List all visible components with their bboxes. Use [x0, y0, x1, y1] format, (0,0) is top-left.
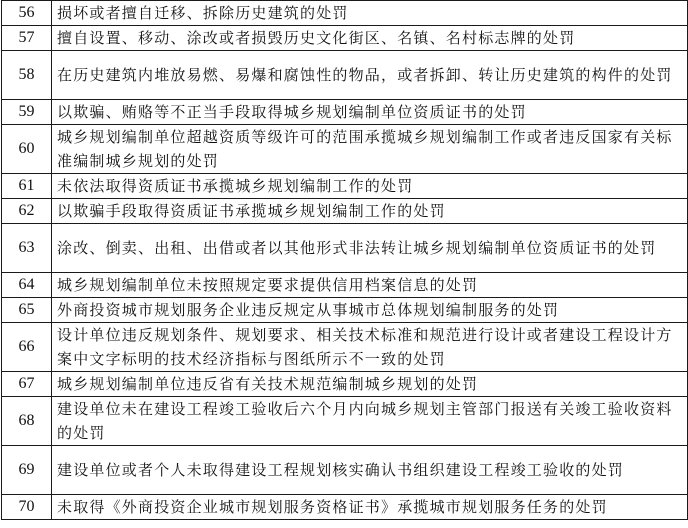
table-row — [2, 273, 688, 298]
table-row — [2, 446, 688, 495]
table-row — [2, 199, 688, 224]
table-row — [2, 100, 688, 125]
item-number: 58 — [2, 51, 52, 100]
item-description: 建设单位未在建设工程竣工验收后六个月内向城乡规划主管部门报送有关竣工验收资料的处罚 — [52, 397, 688, 446]
table-row — [2, 224, 688, 273]
item-description: 在历史建筑内堆放易燃、易爆和腐蚀性的物品，或者拆卸、转让历史建筑的构件的处罚 — [52, 51, 688, 100]
item-number: 56 — [2, 1, 52, 26]
item-number: 70 — [2, 495, 52, 520]
item-description: 外商投资城市规划服务企业违反规定从事城市总体规划编制服务的处罚 — [52, 298, 688, 323]
table-row — [2, 174, 688, 199]
item-number: 62 — [2, 199, 52, 224]
item-number: 69 — [2, 446, 52, 495]
item-description: 城乡规划编制单位违反省有关技术规范编制城乡规划的处罚 — [52, 372, 688, 397]
table-row — [2, 26, 688, 51]
item-number: 59 — [2, 100, 52, 125]
item-description: 以欺骗、贿赂等不正当手段取得城乡规划编制单位资质证书的处罚 — [52, 100, 688, 125]
table-row — [2, 125, 688, 174]
item-number: 60 — [2, 125, 52, 174]
item-description: 未依法取得资质证书承揽城乡规划编制工作的处罚 — [52, 174, 688, 199]
item-description: 以欺骗手段取得资质证书承揽城乡规划编制工作的处罚 — [52, 199, 688, 224]
item-description: 未取得《外商投资企业城市规划服务资格证书》承揽城市规划服务任务的处罚 — [52, 495, 688, 520]
table-row — [2, 495, 688, 520]
item-number: 63 — [2, 224, 52, 273]
item-description: 擅自设置、移动、涂改或者损毁历史文化街区、名镇、名村标志牌的处罚 — [52, 26, 688, 51]
item-description: 设计单位违反规划条件、规划要求、相关技术标准和规范进行设计或者建设工程设计方案中文字标明的技术经济指标与图纸所示不一致的处罚 — [52, 323, 688, 372]
table-row — [2, 397, 688, 446]
item-description: 损坏或者擅自迁移、拆除历史建筑的处罚 — [52, 1, 688, 26]
table-row — [2, 298, 688, 323]
item-description: 涂改、倒卖、出租、出借或者以其他形式非法转让城乡规划编制单位资质证书的处罚 — [52, 224, 688, 273]
item-number: 61 — [2, 174, 52, 199]
item-description: 城乡规划编制单位未按照规定要求提供信用档案信息的处罚 — [52, 273, 688, 298]
table-row — [2, 1, 688, 26]
table-row — [2, 51, 688, 100]
table-row — [2, 372, 688, 397]
item-number: 67 — [2, 372, 52, 397]
item-number: 68 — [2, 397, 52, 446]
item-number: 64 — [2, 273, 52, 298]
item-description: 建设单位或者个人未取得建设工程规划核实确认书组织建设工程竣工验收的处罚 — [52, 446, 688, 495]
penalty-items-table — [1, 0, 688, 520]
item-number: 66 — [2, 323, 52, 372]
item-description: 城乡规划编制单位超越资质等级许可的范围承揽城乡规划编制工作或者违反国家有关标准编制城乡规划的处罚 — [52, 125, 688, 174]
item-number: 57 — [2, 26, 52, 51]
item-number: 65 — [2, 298, 52, 323]
table-row — [2, 323, 688, 372]
